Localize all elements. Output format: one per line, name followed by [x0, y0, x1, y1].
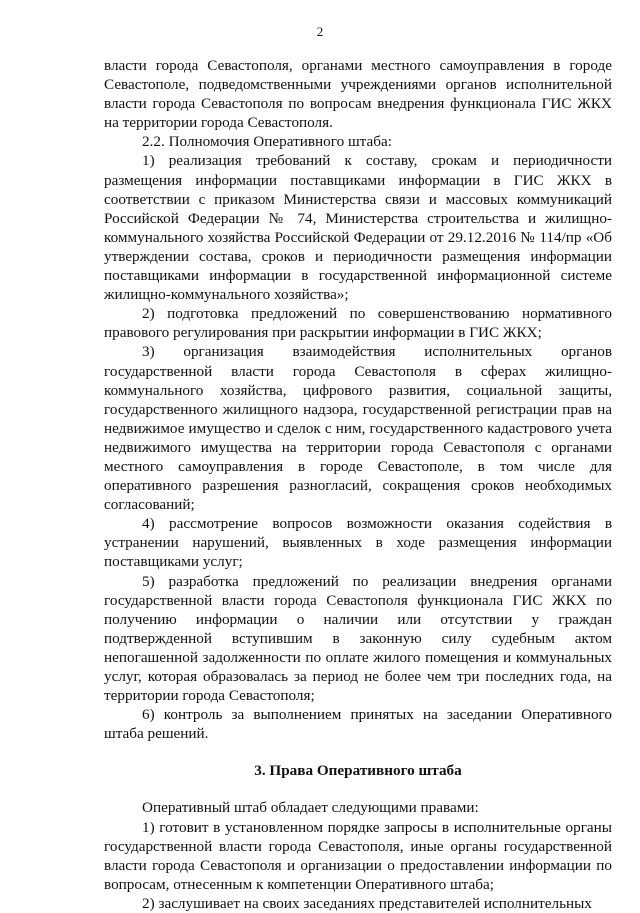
paragraph-item-2: 2) подготовка предложений по совершенствованию нормативного правового регулирования при раскрытии информации в ГИС ЖКХ; — [104, 305, 612, 342]
paragraph-item-5: 5) разработка предложений по реализации внедрения органами государственной власти города Севастополя функционала ГИС ЖКХ по получению информации о наличии или отсутствии у граждан подтвержденной вступившим в законную силу судебным актом непогашенной задолженности по оплате жилого помещения и коммунальных услуг, которая образовалась за период не более чем три последних года, на территории города Севастополя; — [104, 572, 612, 705]
paragraph-2-2-heading: 2.2. Полномочия Оперативного штаба: — [142, 133, 392, 151]
paragraph-right-2: 2) заслушивает на своих заседаниях представителей исполнительных — [142, 894, 592, 912]
paragraph-right-1: 1) готовит в установленном порядке запросы в исполнительные органы государственной власти города Севастополя, иные органы государственной власти города Севастополя и организации о предоставлении информации по вопросам, отнесенным к компетенции Оперативного штаба; — [104, 818, 612, 893]
document-body — [104, 56, 612, 913]
paragraph-rights-intro: Оперативный штаб обладает следующими правами: — [142, 799, 479, 817]
paragraph-item-6: 6) контроль за выполнением принятых на заседании Оперативного штаба решений. — [104, 706, 612, 743]
page-number: 2 — [316, 24, 324, 39]
paragraph-item-1: 1) реализация требований к составу, срокам и периодичности размещения информации поставщиками информации в ГИС ЖКХ в соответствии с приказом Министерства связи и массовых коммуникаций Российской Федерации № 74, Министерства строительства и жилищно-коммунального хозяйства Российской Федерации от 29.12.2016 № 114/пр «Об утверждении состава, сроков и периодичности размещения информации поставщиками информации в государственной информационной системе жилищно-коммунального хозяйства»; — [104, 152, 612, 304]
section-heading: 3. Права Оперативного штаба — [254, 762, 462, 780]
paragraph-item-4: 4) рассмотрение вопросов возможности оказания содействия в устранении нарушений, выявленных в ходе размещения информации поставщиками услуг; — [104, 515, 612, 571]
paragraph-continuation: власти города Севастополя, органами местного самоуправления в городе Севастополе, подведомственными учреждениями органов исполнительной власти города Севастополя по вопросам внедрения функционала ГИС ЖКХ на территории города Севастополя. — [104, 57, 612, 132]
paragraph-item-3: 3) организация взаимодействия исполнительных органов государственной власти города Севастополя в сферах жилищно-коммунального хозяйства, цифрового развития, социальной защиты, государственного жилищного надзора, государственной регистрации прав на недвижимое имущество и сделок с ним, государственного кадастрового учета недвижимого имущества на территории города Севастополя с органами местного самоуправления в городе Севастополе, в том числе для оперативного разрешения разногласий, сокращения сроков необходимых согласований; — [104, 343, 612, 514]
